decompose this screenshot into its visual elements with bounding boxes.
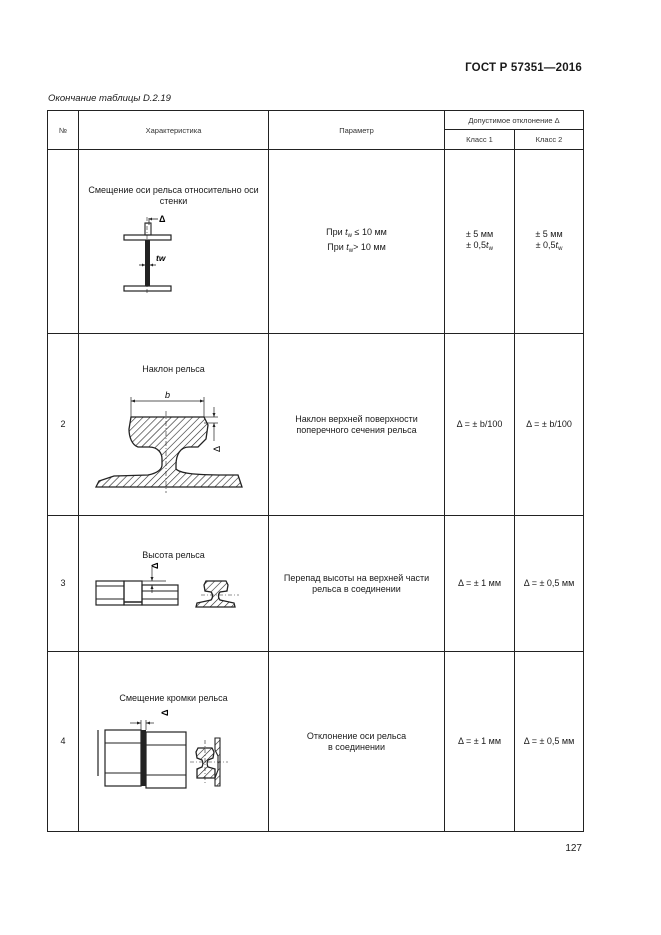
rail-edge-offset-figure: [94, 710, 254, 790]
header-class1: Класс 1: [445, 130, 515, 150]
parameter-line: Наклон верхней поверхности: [295, 413, 418, 424]
parameter-cell: [269, 516, 445, 652]
characteristic-cell: [79, 150, 269, 334]
class1-cell: [445, 334, 515, 516]
parameter-cell: При $t_w \le 10$ мм При $t_w> 10$ мм: [269, 150, 445, 334]
document-standard-number: ГОСТ Р 57351—2016: [465, 62, 582, 74]
class2-cell: ± 5 мм ± $0,5t_w$: [515, 150, 584, 334]
header-parameter: Параметр: [269, 111, 445, 150]
characteristic-title: Высота рельса: [142, 550, 205, 560]
class1-cell: ± 5 мм ± $0,5t_w$: [445, 150, 515, 334]
characteristic-title: Смещение оси рельса относительно оси стенки: [88, 185, 259, 206]
class1-value: ± 5 мм: [465, 228, 494, 239]
characteristic-title: Смещение кромки рельса: [119, 693, 228, 703]
parameter-line: рельса в соединении: [312, 583, 401, 594]
characteristic-cell: [79, 516, 269, 652]
table-row: [48, 334, 584, 516]
class1-value: Δ = ± 1 мм: [457, 736, 502, 746]
class1-cell: [445, 652, 515, 832]
class2-value: Δ = ± 0,5 мм: [523, 578, 575, 588]
header-class2: Класс 2: [515, 130, 584, 150]
delta-label: Δ: [211, 445, 222, 452]
class1-cell: [445, 516, 515, 652]
parameter-cell: [269, 334, 445, 516]
class2-cell: [515, 334, 584, 516]
delta-label: Δ: [149, 562, 160, 569]
parameter-line: поперечного сечения рельса: [296, 424, 417, 435]
delta-label: Δ: [158, 214, 165, 224]
header-characteristic: Характеристика: [79, 111, 269, 150]
class2-cell: [515, 652, 584, 832]
class1-value: Δ = ± 1 мм: [457, 578, 502, 588]
table-caption: Окончание таблицы D.2.19: [48, 93, 171, 104]
header-tolerance: Допустимое отклонение Δ: [445, 111, 584, 130]
page-number: 127: [565, 843, 582, 854]
row-number: 3: [48, 516, 79, 652]
class1-value: Δ = ± b/100: [456, 419, 503, 429]
table-row: [48, 652, 584, 832]
characteristic-cell: [79, 334, 269, 516]
rail-inclination-figure: [94, 381, 254, 486]
parameter-line: в соединении: [328, 741, 385, 752]
row-number: 2: [48, 334, 79, 516]
parameter-cell: [269, 652, 445, 832]
delta-label: Δ: [159, 709, 170, 716]
rail-height-figure: [94, 562, 254, 617]
parameter-line: Отклонение оси рельса: [306, 730, 407, 741]
table-row: [48, 150, 584, 334]
width-label: b: [164, 389, 170, 400]
class2-value: ± 5 мм: [535, 228, 563, 239]
row-number: [48, 150, 79, 334]
header-no: №: [48, 111, 79, 150]
row-number: 4: [48, 652, 79, 832]
web-thickness-label: tw: [155, 253, 165, 263]
characteristic-title: Наклон рельса: [142, 363, 205, 374]
parameter-line: Перепад высоты на верхней части: [283, 572, 430, 583]
table-row: [48, 516, 584, 652]
class2-value: Δ = ± b/100: [526, 419, 572, 429]
tolerance-table: [47, 110, 584, 832]
class2-cell: [515, 516, 584, 652]
class2-value: Δ = ± 0,5 мм: [523, 736, 575, 746]
characteristic-cell: [79, 652, 269, 832]
rail-axis-offset-figure: [114, 213, 234, 298]
